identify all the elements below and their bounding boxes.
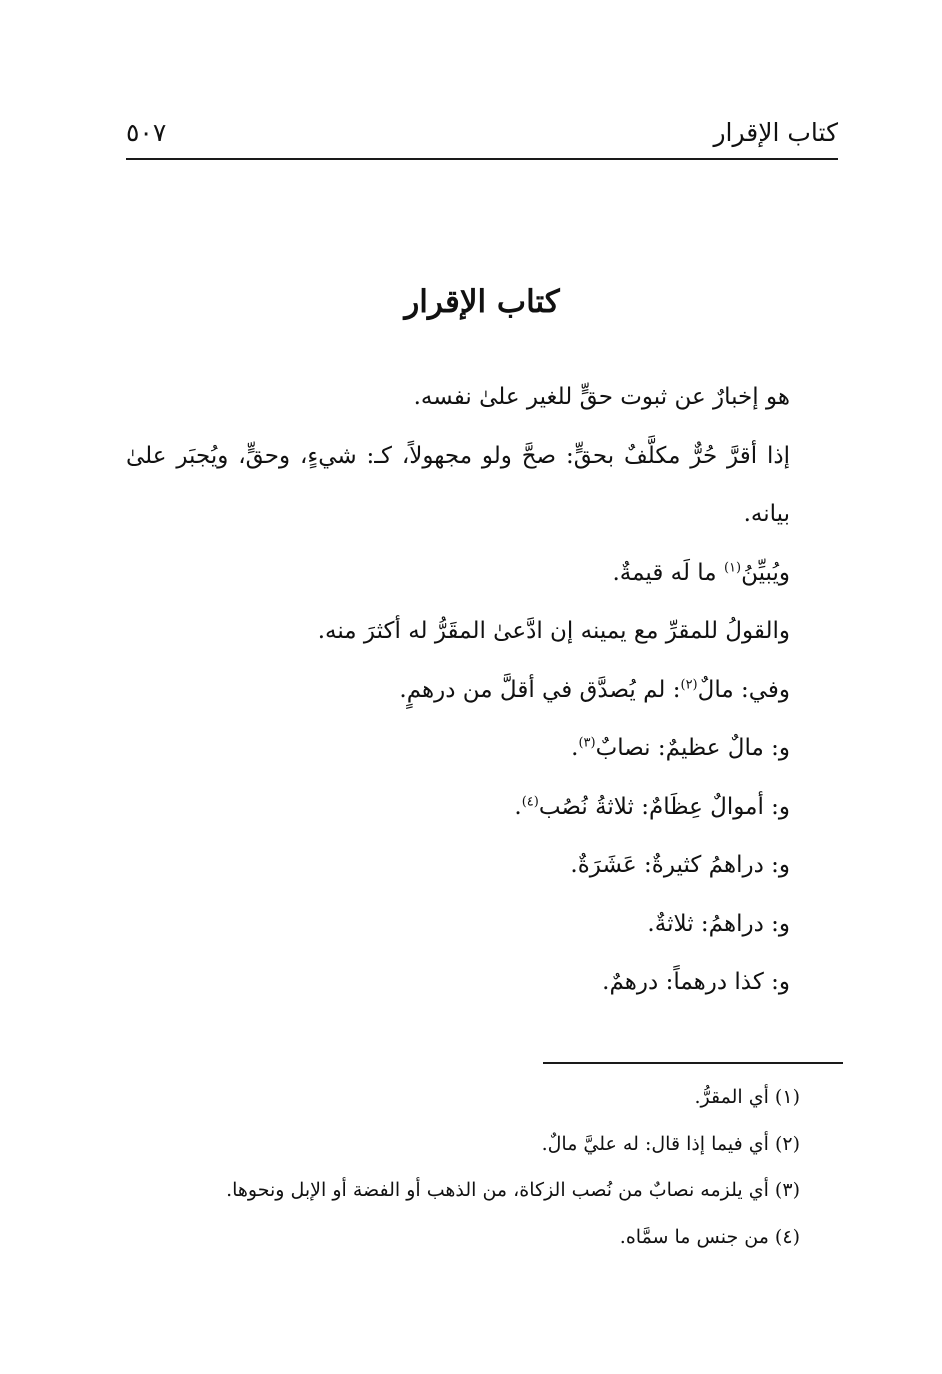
paragraph-kadha-dirham: و: كذا درهماً: درهمٌ. xyxy=(602,969,790,995)
footnote-ref-1: (١) xyxy=(723,559,742,575)
footnote-2: (٢) أي فيما إذا قال: له عليَّ مالٌ. xyxy=(541,1132,800,1155)
footnote-ref-4: (٤) xyxy=(521,793,539,809)
paragraph-amwal-izam xyxy=(126,778,838,837)
paragraph-text: . xyxy=(514,793,522,820)
running-header xyxy=(126,112,838,160)
paragraph-text: . xyxy=(571,735,579,761)
paragraph-text: : لم يُصدَّق في أقلَّ من درهمٍ. xyxy=(399,676,681,703)
footnote-separator xyxy=(543,1062,843,1064)
paragraph-text: و: أموالٌ عِظَامٌ: ثلاثةُ نُصُب xyxy=(538,793,790,820)
main-text xyxy=(126,368,838,1012)
chapter-title: كتاب الإقرار xyxy=(404,284,560,320)
paragraph-definition: هو إخبارٌ عن ثبوت حقٍّ للغير علىٰ نفسه. xyxy=(413,384,790,410)
paragraph-text: ويُبيِّنُ xyxy=(741,559,790,586)
footnote-ref-2: (٢) xyxy=(680,676,698,692)
footnote-ref-3: (٣) xyxy=(578,735,596,751)
footnote-4: (٤) من جنس ما سمَّاه. xyxy=(619,1225,800,1248)
footnote-3: (٣) أي يلزمه نصابٌ من نُصب الزكاة، من الذهب أو الفضة أو الإبل ونحوها. xyxy=(226,1179,800,1201)
paragraph-darahim-kathira: و: دراهمُ كثيرةٌ: عَشَرَةٌ. xyxy=(570,852,790,878)
running-header-title: كتاب الإقرار xyxy=(713,118,838,147)
paragraph-darahim: و: دراهمُ: ثلاثةٌ. xyxy=(647,910,790,937)
paragraph-mal-azim xyxy=(126,719,838,778)
paragraph-mal xyxy=(126,661,838,720)
paragraph-text: وفي: مالٌ xyxy=(697,676,790,703)
paragraph-conditions: إذا أقرَّ حُرٌّ مكلَّفٌ بحقٍّ: صحَّ ولو مجهولاً، كـ: شيءٍ، وحقٍّ، ويُجبَر علىٰ بيانه. xyxy=(126,442,790,527)
footnotes xyxy=(126,1074,838,1260)
paragraph-clarification xyxy=(126,544,838,603)
footnote-1: (١) أي المقرُّ. xyxy=(694,1086,800,1108)
paragraph-oath: والقولُ للمقرِّ مع يمينه إن ادَّعىٰ المقَرُّ له أكثرَ منه. xyxy=(317,618,790,644)
page-number: ٥٠٧ xyxy=(126,118,167,147)
paragraph-text: و: مالٌ عظيمٌ: نصابٌ xyxy=(595,735,790,761)
paragraph-text: ما لَه قيمةٌ. xyxy=(612,559,724,586)
